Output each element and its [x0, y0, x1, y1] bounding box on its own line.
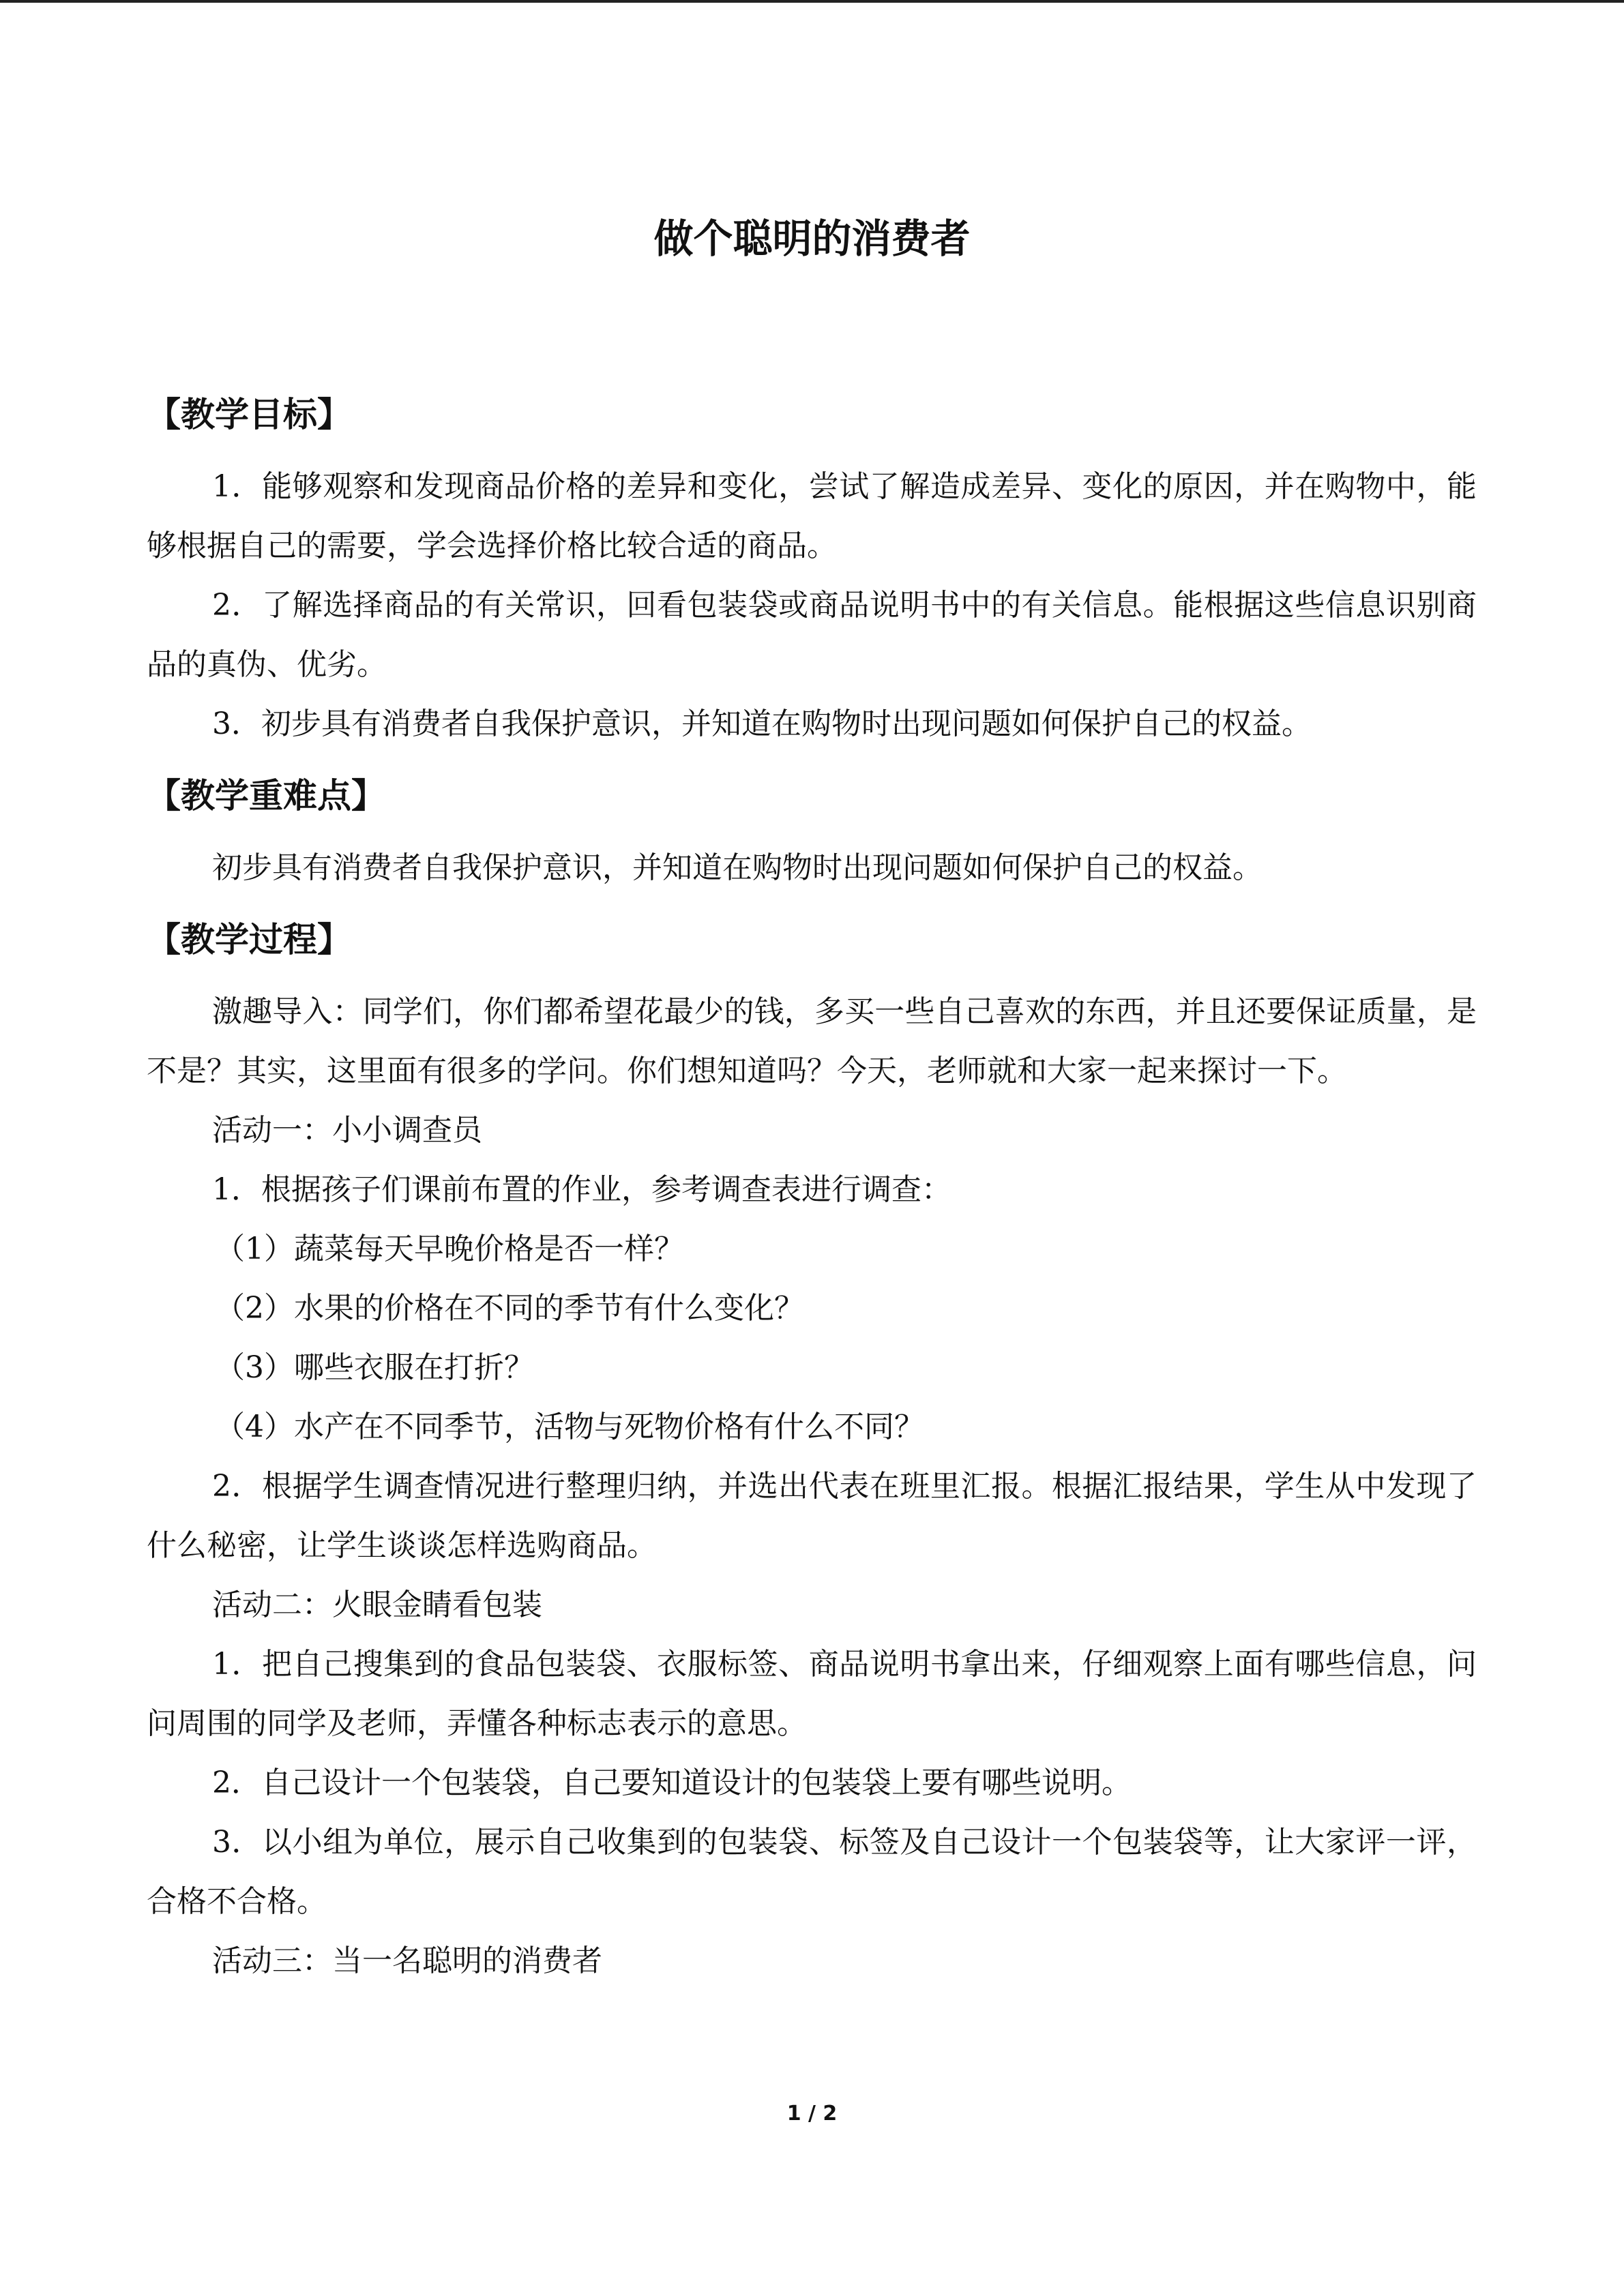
- activity-two-step: 3．以小组为单位，展示自己收集到的包装袋、标签及自己设计一个包装袋等，让大家评一评，合格不合格。: [147, 1825, 1477, 1919]
- objective-item: 1．能够观察和发现商品价格的差异和变化，尝试了解造成差异、变化的原因，并在购物中，能够根据自己的需要，学会选择价格比较合适的商品。: [147, 469, 1477, 563]
- activity-two-step: 2．自己设计一个包装袋，自己要知道设计的包装袋上要有哪些说明。: [212, 1765, 1132, 1800]
- activity-two-step: 1．把自己搜集到的食品包装袋、衣服标签、商品说明书拿出来，仔细观察上面有哪些信息，问问周围的同学及老师，弄懂各种标志表示的意思。: [147, 1647, 1477, 1741]
- activity-one-step: 2．根据学生调查情况进行整理归纳，并选出代表在班里汇报。根据汇报结果，学生从中发现了什么秘密，让学生谈谈怎样选购商品。: [147, 1469, 1477, 1563]
- survey-question: （4）水产在不同季节，活物与死物价格有什么不同？: [215, 1410, 924, 1444]
- document-title: 做个聪明的消费者: [653, 215, 971, 262]
- objective-item: 2．了解选择商品的有关常识，回看包装袋或商品说明书中的有关信息。能根据这些信息识别商品的真伪、优劣。: [147, 588, 1477, 682]
- survey-question: （1）蔬菜每天早晚价格是否一样？: [215, 1232, 684, 1266]
- process-intro: 激趣导入：同学们，你们都希望花最少的钱，多买一些自己喜欢的东西，并且还要保证质量，是不是？其实，这里面有很多的学问。你们想知道吗？今天，老师就和大家一起来探讨一下。: [147, 994, 1477, 1088]
- key-points-text: 初步具有消费者自我保护意识，并知道在购物时出现问题如何保护自己的权益。: [212, 850, 1263, 885]
- heading-key-points: 【教学重难点】: [147, 776, 385, 816]
- heading-process: 【教学过程】: [147, 920, 351, 959]
- page-number: 1 / 2: [786, 2102, 838, 2126]
- objective-item: 3．初步具有消费者自我保护意识，并知道在购物时出现问题如何保护自己的权益。: [212, 706, 1312, 741]
- activity-one-title: 活动一：小小调查员: [212, 1113, 482, 1148]
- activity-two-title: 活动二：火眼金睛看包装: [212, 1587, 542, 1622]
- heading-objectives: 【教学目标】: [147, 395, 351, 434]
- survey-question: （3）哪些衣服在打折？: [215, 1350, 534, 1385]
- activity-one-step: 1．根据孩子们课前布置的作业，参考调查表进行调查：: [212, 1172, 951, 1207]
- activity-three-title: 活动三：当一名聪明的消费者: [212, 1943, 602, 1978]
- survey-question: （2）水果的价格在不同的季节有什么变化？: [215, 1291, 804, 1326]
- document-body: [147, 382, 1477, 1991]
